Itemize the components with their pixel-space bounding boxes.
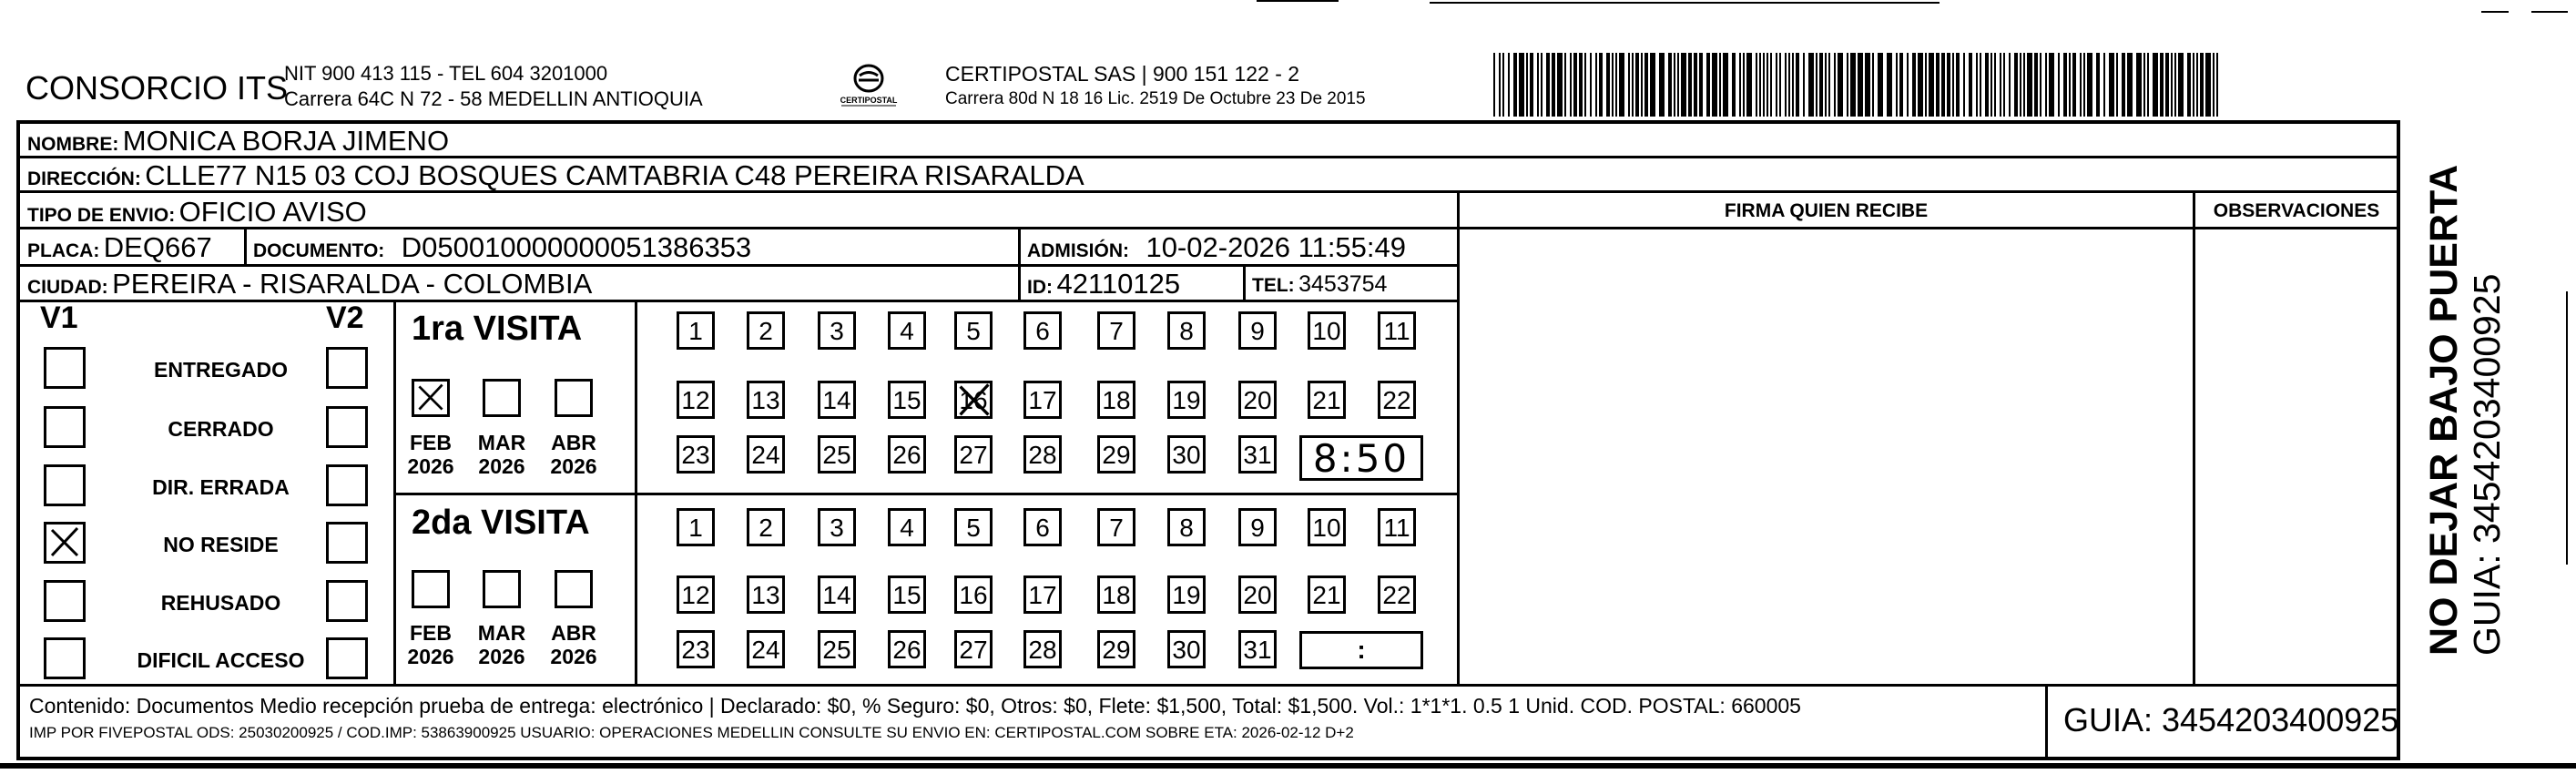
v1-checkbox[interactable] — [44, 347, 86, 389]
nombre-row — [27, 125, 449, 158]
first-visit-day[interactable]: 3 — [818, 311, 856, 350]
first-visit-day[interactable]: 21 — [1308, 381, 1346, 419]
second-visit-day[interactable]: 16 — [954, 575, 993, 614]
tel-cell — [1252, 271, 1387, 298]
cell-line — [1018, 227, 1021, 265]
id-label: ID: — [1027, 277, 1053, 298]
first-visit-day[interactable]: 22 — [1378, 381, 1416, 419]
second-visit-day[interactable]: 14 — [818, 575, 856, 614]
second-visit-day[interactable]: 7 — [1097, 508, 1135, 546]
first-visit-day[interactable]: 8 — [1167, 311, 1206, 350]
second-visit-day[interactable]: 12 — [677, 575, 715, 614]
cell-line — [1243, 264, 1246, 300]
first-visit-year-label: 2026 — [407, 454, 454, 478]
first-visit-day[interactable]: 31 — [1238, 435, 1277, 474]
scan-mark — [2481, 11, 2509, 13]
status-option-label: REHUSADO — [160, 591, 281, 615]
scan-mark — [1257, 0, 1339, 2]
second-visit-day[interactable]: 31 — [1238, 630, 1277, 668]
tel-label: TEL: — [1252, 275, 1295, 296]
first-visit-day[interactable]: 4 — [888, 311, 926, 350]
company-address: Carrera 64C N 72 - 58 MEDELLIN ANTIOQUIA — [284, 87, 703, 110]
certipostal-logo — [836, 60, 901, 115]
second-visit-title: 2da VISITA — [412, 504, 590, 542]
first-visit-month-checkbox[interactable] — [555, 379, 593, 417]
first-visit-month-checkbox[interactable] — [483, 379, 521, 417]
carrier-license: Carrera 80d N 18 16 Lic. 2519 De Octubre 23 De 2015 — [945, 89, 1366, 108]
cell-line — [1018, 264, 1021, 300]
second-visit-year-label: 2026 — [550, 645, 597, 668]
second-visit-day[interactable]: 22 — [1378, 575, 1416, 614]
status-option-label: DIFICIL ACCESO — [137, 648, 305, 672]
first-visit-day[interactable]: 11 — [1378, 311, 1416, 350]
first-visit-day[interactable]: 9 — [1238, 311, 1277, 350]
second-visit-month-label: FEB — [410, 621, 452, 645]
bottom-edge — [0, 763, 2576, 769]
second-visit-day[interactable]: 26 — [888, 630, 926, 668]
admision-label: ADMISIÓN: — [1027, 240, 1129, 261]
second-visit-day[interactable]: 24 — [747, 630, 785, 668]
v2-checkbox[interactable] — [326, 347, 368, 389]
second-visit-day[interactable]: 5 — [954, 508, 993, 546]
second-visit-day[interactable]: 11 — [1378, 508, 1416, 546]
second-visit-day[interactable]: 9 — [1238, 508, 1277, 546]
first-visit-day[interactable]: 12 — [677, 381, 715, 419]
second-visit-day[interactable]: 18 — [1097, 575, 1135, 614]
second-visit-month-checkbox[interactable] — [483, 570, 521, 608]
v1-checkbox[interactable] — [44, 406, 86, 448]
second-visit-day[interactable]: 13 — [747, 575, 785, 614]
second-visit-day[interactable]: 25 — [818, 630, 856, 668]
placa-value: DEQ667 — [103, 231, 212, 263]
first-visit-day[interactable]: 30 — [1167, 435, 1206, 474]
ciudad-value: PEREIRA - RISARALDA - COLOMBIA — [112, 268, 593, 300]
tipo-value: OFICIO AVISO — [178, 196, 367, 228]
first-visit-day[interactable]: 13 — [747, 381, 785, 419]
second-visit-day[interactable]: 6 — [1023, 508, 1062, 546]
cell-line — [393, 493, 1459, 495]
first-time-value: 8:50 — [1312, 436, 1410, 481]
status-option-label: ENTREGADO — [154, 358, 288, 382]
footer-guia: GUIA: 3454203400925 — [2063, 701, 2399, 738]
scan-mark — [2531, 11, 2568, 13]
second-visit-day[interactable]: 30 — [1167, 630, 1206, 668]
ciudad-label: CIUDAD: — [27, 277, 108, 298]
placa-label: PLACA: — [27, 240, 100, 261]
second-visit-day[interactable]: 21 — [1308, 575, 1346, 614]
first-visit-day[interactable]: 18 — [1097, 381, 1135, 419]
direccion-row — [27, 159, 1084, 192]
first-visit-day[interactable]: 29 — [1097, 435, 1135, 474]
tipo-label: TIPO DE ENVIO: — [27, 205, 176, 226]
frame-bottom — [16, 757, 2400, 760]
logo-text: CERTIPOSTAL — [840, 96, 898, 105]
first-visit-day[interactable]: 5 — [954, 311, 993, 350]
frame-top — [16, 120, 2400, 124]
v1-checkbox[interactable] — [44, 522, 86, 564]
row-line — [16, 684, 2400, 687]
direccion-label: DIRECCIÓN: — [27, 168, 141, 189]
side-guia: GUIA: 3454203400925 — [2466, 273, 2508, 656]
second-visit-day[interactable]: 8 — [1167, 508, 1206, 546]
company-name: CONSORCIO ITS — [25, 69, 289, 107]
first-visit-day[interactable]: 19 — [1167, 381, 1206, 419]
first-visit-day[interactable]: 10 — [1308, 311, 1346, 350]
first-visit-day[interactable]: 24 — [747, 435, 785, 474]
v1-checkbox[interactable] — [44, 464, 86, 506]
first-visit-day[interactable]: 23 — [677, 435, 715, 474]
nombre-value: MONICA BORJA JIMENO — [122, 125, 450, 157]
status-option-label: CERRADO — [168, 417, 274, 441]
frame-left — [16, 120, 20, 760]
second-visit-day[interactable]: 2 — [747, 508, 785, 546]
second-visit-day[interactable]: 1 — [677, 508, 715, 546]
first-visit-day[interactable]: 7 — [1097, 311, 1135, 350]
no-dejar-warning: NO DEJAR BAJO PUERTA — [2422, 164, 2466, 656]
cell-line — [244, 227, 247, 265]
status-option-label: DIR. ERRADA — [152, 475, 290, 499]
documento-value: D050010000000051386353 — [401, 231, 752, 263]
first-visit-day[interactable]: 15 — [888, 381, 926, 419]
second-visit-day[interactable]: 29 — [1097, 630, 1135, 668]
second-visit-day[interactable]: 4 — [888, 508, 926, 546]
first-visit-day[interactable]: 14 — [818, 381, 856, 419]
second-visit-day[interactable]: 20 — [1238, 575, 1277, 614]
first-visit-day[interactable]: 27 — [954, 435, 993, 474]
v2-checkbox[interactable] — [326, 580, 368, 622]
second-visit-month-label: MAR — [477, 621, 526, 645]
first-visit-year-label: 2026 — [550, 454, 597, 478]
second-visit-day[interactable]: 19 — [1167, 575, 1206, 614]
footer-contenido: Contenido: Documentos Medio recepción prueba de entrega: electrónico | Declarado: $0, % Seguro: $0, Otros: $0, Flete: $1,500, Total: $1,500. Vol.: 1*1*1. 0.5 1 Unid. COD. POSTAL: 660005 — [29, 694, 1801, 718]
scan-mark — [1430, 2, 1940, 4]
ciudad-cell — [27, 268, 592, 300]
second-visit-day[interactable]: 17 — [1023, 575, 1062, 614]
footer-imp: IMP POR FIVEPOSTAL ODS: 25030200925 / COD.IMP: 53863900925 USUARIO: OPERACIONES MEDELLIN CONSULTE SU ENVIO EN: CERTIPOSTAL.COM SOBRE ETA: 2026-02-12 D+2 — [29, 724, 1354, 741]
first-visit-day[interactable]: 16 — [954, 381, 993, 419]
footer-guia-line — [2045, 684, 2048, 759]
col-header-line — [2193, 227, 2400, 229]
second-visit-year-label: 2026 — [478, 645, 525, 668]
firma-header: FIRMA QUIEN RECIBE — [1724, 200, 1929, 221]
first-visit-month-label: FEB — [410, 431, 452, 454]
col-line-firma — [1457, 190, 1460, 686]
carrier-name: CERTIPOSTAL SAS | 900 151 122 - 2 — [945, 62, 1300, 86]
documento-cell — [253, 231, 751, 264]
direccion-value: CLLE77 N15 03 COJ BOSQUES CAMTABRIA C48 PEREIRA RISARALDA — [145, 159, 1084, 191]
admision-cell — [1027, 231, 1406, 264]
scan-mark — [2566, 291, 2568, 565]
first-visit-month-label: MAR — [477, 431, 526, 454]
second-time-box[interactable] — [1299, 631, 1423, 669]
v1-header: V1 — [40, 300, 78, 335]
first-visit-month-label: ABR — [551, 431, 596, 454]
second-visit-month-checkbox[interactable] — [555, 570, 593, 608]
v2-checkbox[interactable] — [326, 637, 368, 679]
nombre-label: NOMBRE: — [27, 134, 119, 155]
first-visit-day[interactable]: 1 — [677, 311, 715, 350]
second-visit-day[interactable]: 10 — [1308, 508, 1346, 546]
first-visit-year-label: 2026 — [478, 454, 525, 478]
first-visit-day[interactable]: 6 — [1023, 311, 1062, 350]
first-visit-month-checkbox[interactable] — [412, 379, 450, 417]
v2-checkbox[interactable] — [326, 406, 368, 448]
second-visit-day[interactable]: 23 — [677, 630, 715, 668]
first-visit-day[interactable]: 20 — [1238, 381, 1277, 419]
second-visit-day[interactable]: 28 — [1023, 630, 1062, 668]
v1-checkbox[interactable] — [44, 637, 86, 679]
company-nit: NIT 900 413 115 - TEL 604 3201000 — [284, 62, 608, 85]
v2-checkbox[interactable] — [326, 464, 368, 506]
v1-checkbox[interactable] — [44, 580, 86, 622]
id-cell — [1027, 268, 1180, 300]
tipo-row — [27, 196, 367, 229]
first-visit-day[interactable]: 28 — [1023, 435, 1062, 474]
first-visit-day[interactable]: 17 — [1023, 381, 1062, 419]
second-visit-day[interactable]: 15 — [888, 575, 926, 614]
first-time-box[interactable] — [1299, 435, 1423, 481]
second-visit-day[interactable]: 3 — [818, 508, 856, 546]
cell-line — [635, 300, 637, 686]
admision-value: 10-02-2026 11:55:49 — [1145, 231, 1407, 263]
second-time-value: : — [1357, 636, 1366, 664]
second-visit-month-checkbox[interactable] — [412, 570, 450, 608]
barcode — [1493, 53, 2222, 117]
first-visit-day[interactable]: 26 — [888, 435, 926, 474]
col-line-obs — [2193, 190, 2195, 686]
id-value: 42110125 — [1056, 268, 1181, 300]
v2-checkbox[interactable] — [326, 522, 368, 564]
documento-label: DOCUMENTO: — [253, 240, 385, 261]
second-visit-day[interactable]: 27 — [954, 630, 993, 668]
placa-cell — [27, 231, 212, 264]
second-visit-month-label: ABR — [551, 621, 596, 645]
second-visit-year-label: 2026 — [407, 645, 454, 668]
tel-value: 3453754 — [1298, 271, 1388, 297]
status-option-label: NO RESIDE — [163, 533, 279, 556]
first-visit-day[interactable]: 25 — [818, 435, 856, 474]
v2-header: V2 — [326, 300, 364, 335]
first-visit-day[interactable]: 2 — [747, 311, 785, 350]
first-visit-title: 1ra VISITA — [412, 310, 583, 348]
observaciones-header: OBSERVACIONES — [2213, 200, 2380, 221]
row-line — [16, 227, 2400, 229]
